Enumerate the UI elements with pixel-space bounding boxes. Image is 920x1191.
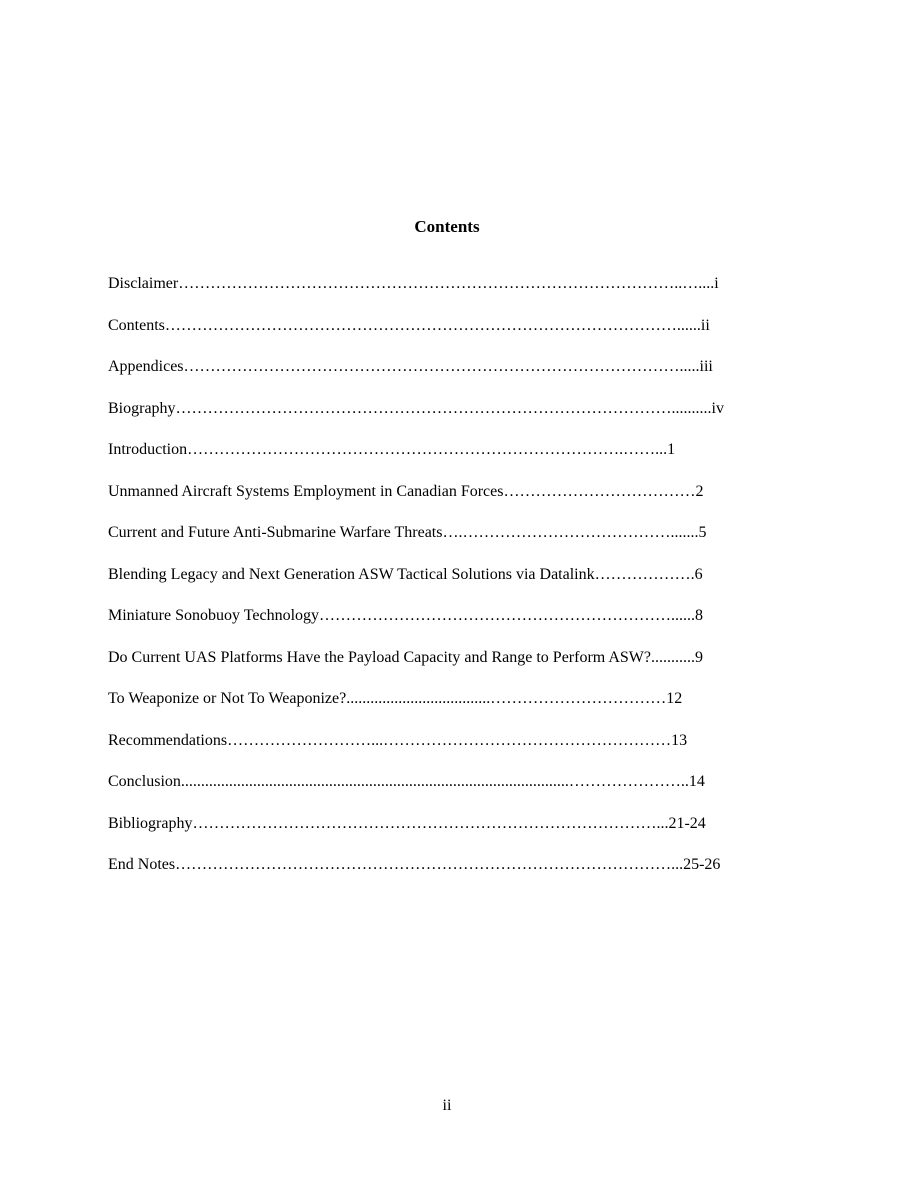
toc-entry-appendices: Appendices………………………………………………………………………………….....iii — [108, 358, 713, 375]
toc-entry-blending-legacy: Blending Legacy and Next Generation ASW Tactical Solutions via Datalink……………….6 — [108, 566, 703, 583]
toc-entry-end-notes: End Notes…………………………………………………………………………………...25-26 — [108, 856, 721, 873]
toc-entry-payload-capacity: Do Current UAS Platforms Have the Payload Capacity and Range to Perform ASW?...........9 — [108, 649, 703, 666]
toc-entry-recommendations: Recommendations………………………...………………………………………………13 — [108, 732, 688, 749]
toc-entry-weaponize: To Weaponize or Not To Weaponize?....................................……………………………12 — [108, 690, 683, 707]
page-number: ii — [442, 1097, 452, 1114]
toc-entry-introduction: Introduction……………………………………………………………………….……...1 — [108, 441, 676, 458]
page-title: Contents — [414, 217, 480, 236]
toc-entry-biography: Biography…………………………………………………………………………………..........iv — [108, 400, 724, 417]
toc-entry-disclaimer: Disclaimer…………………………………………………………………………………..…....i — [108, 275, 719, 292]
toc-entry-conclusion: Conclusion.................................................................................................…………………..14 — [108, 773, 705, 790]
toc-entry-asw-threats: Current and Future Anti-Submarine Warfare Threats….………………………………….......5 — [108, 524, 707, 541]
toc-entry-uas-employment: Unmanned Aircraft Systems Employment in Canadian Forces………………………………2 — [108, 483, 704, 500]
toc-entry-bibliography: Bibliography……………………………………………………………………………...21-24 — [108, 815, 706, 832]
toc-entry-sonobuoy: Miniature Sonobuoy Technology…………………………………………………………......8 — [108, 607, 704, 624]
toc-entry-contents: Contents……………………………………………………………………………………......ii — [108, 317, 710, 334]
